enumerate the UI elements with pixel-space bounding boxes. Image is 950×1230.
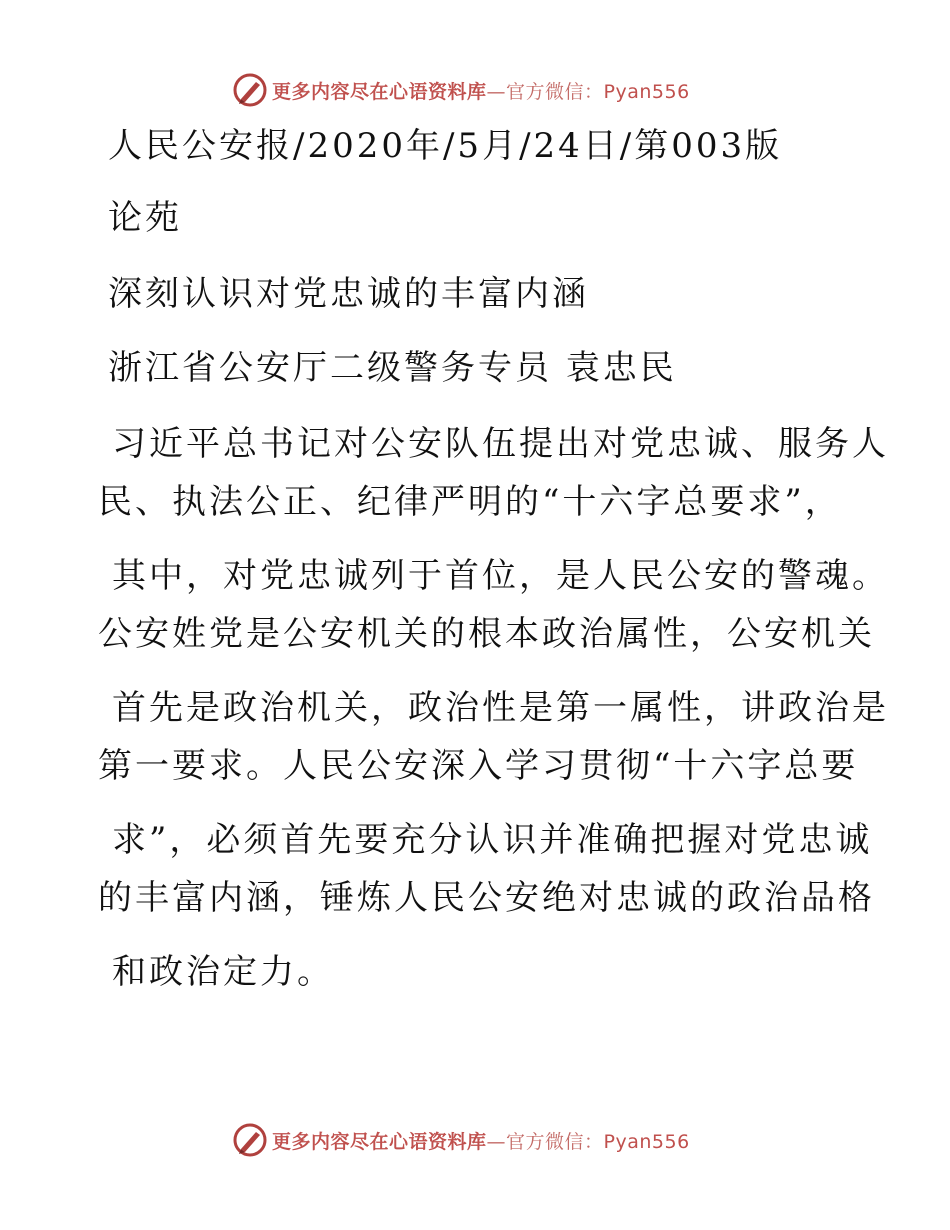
header-watermark-banner: [232, 70, 712, 110]
article-title: 深刻认识对党忠诚的丰富内涵: [108, 274, 589, 314]
body-line: 公安姓党是公安机关的根本政治属性，公安机关: [98, 614, 875, 654]
body-line: 其中，对党忠诚列于首位，是人民公安的警魂。: [112, 556, 889, 596]
footer-watermark-banner: [232, 1120, 712, 1160]
body-line: 的丰富内涵，锤炼人民公安绝对忠诚的政治品格: [98, 878, 875, 918]
body-line: 首先是政治机关，政治性是第一属性，讲政治是: [112, 688, 889, 728]
article-meta: 人民公安报/2020年/5月/24日/第003版: [108, 126, 783, 166]
watermark-wechat-id: Pyan556: [603, 80, 690, 103]
body-line: 和政治定力。: [112, 952, 334, 992]
article-author: 浙江省公安厅二级警务专员 袁忠民: [108, 348, 677, 388]
pen-logo-icon: [232, 1122, 268, 1158]
watermark-wechat-label: —官方微信：: [486, 80, 604, 103]
body-line: 民、执法公正、纪律严明的“十六字总要求”，: [98, 482, 842, 522]
watermark-brand: 更多内容尽在心语资料库: [272, 1130, 487, 1153]
watermark-text: [272, 77, 690, 104]
pen-logo-icon: [232, 72, 268, 108]
article-section: 论苑: [108, 198, 182, 238]
watermark-wechat-label: —官方微信：: [486, 1130, 604, 1153]
body-line: 求”，必须首先要充分认识并准确把握对党忠诚: [112, 820, 873, 860]
watermark-text: [272, 1127, 690, 1154]
body-line: 习近平总书记对公安队伍提出对党忠诚、服务人: [112, 424, 889, 464]
body-line: 第一要求。人民公安深入学习贯彻“十六字总要: [98, 746, 859, 786]
watermark-wechat-id: Pyan556: [603, 1130, 690, 1153]
watermark-brand: 更多内容尽在心语资料库: [272, 80, 487, 103]
